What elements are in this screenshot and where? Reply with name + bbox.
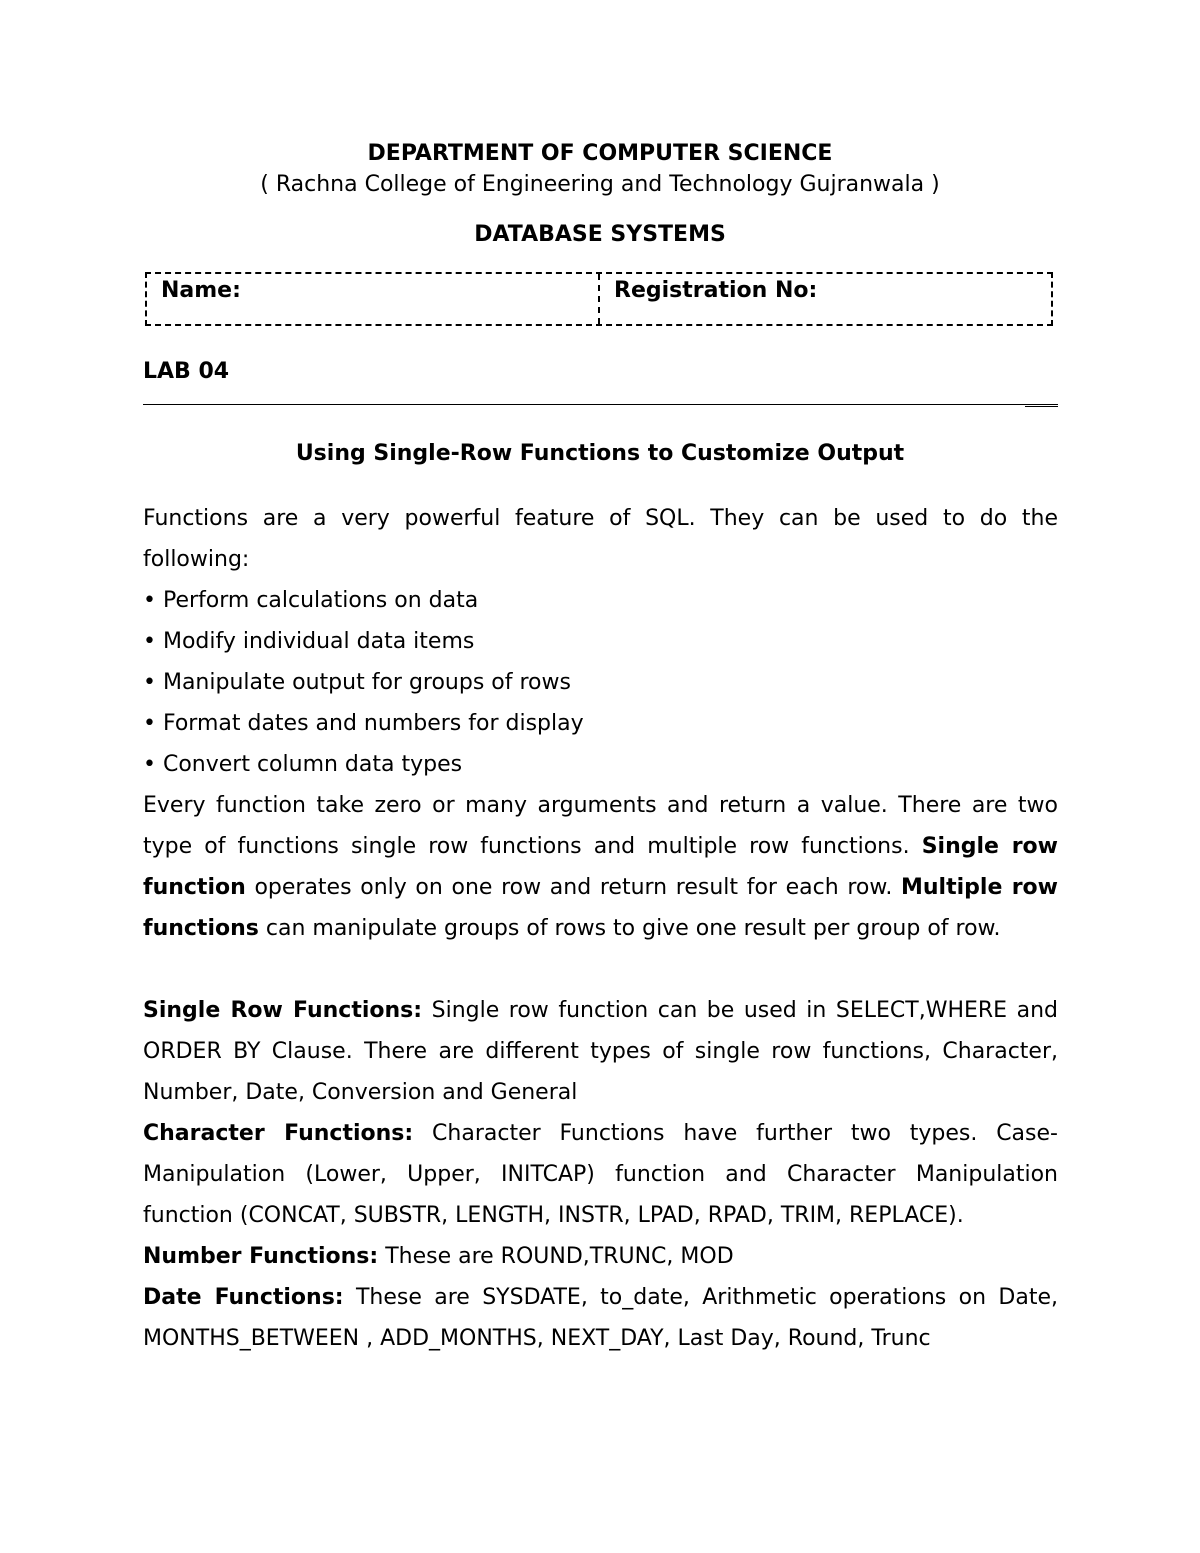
single-row-label: Single Row Functions:: [143, 998, 423, 1023]
character-functions-label: Character Functions:: [143, 1121, 414, 1146]
number-functions-label: Number Functions:: [143, 1244, 379, 1269]
character-functions-paragraph: [143, 1113, 1058, 1236]
divider-line-tail: [1025, 406, 1058, 407]
divider-line: [143, 404, 1058, 405]
paragraph-gap: [143, 949, 1058, 990]
bullet-item: • Format dates and numbers for display: [143, 711, 584, 736]
registration-field[interactable]: Registration No:: [598, 274, 1051, 324]
paragraph-text: Single row function can be used in SELECT,WHERE and ORDER BY Clause. There are different types of single row functions, Character, Number, Date, Conversion and General: [143, 998, 1058, 1105]
bullet-item: • Perform calculations on data: [143, 588, 479, 613]
college-name: ( Rachna College of Engineering and Technology Gujranwala ): [260, 172, 940, 197]
paragraph-text: These are ROUND,TRUNC, MOD: [378, 1244, 734, 1269]
paragraph-text: These are SYSDATE, to_date, Arithmetic operations on Date, MONTHS_BETWEEN , ADD_MONTHS, NEXT_DAY, Last Day, Round, Trunc: [143, 1285, 1058, 1351]
department-title: DEPARTMENT OF COMPUTER SCIENCE: [367, 141, 833, 166]
number-functions-paragraph: [143, 1236, 1058, 1277]
function-types-paragraph: [143, 785, 1058, 949]
single-row-term: Single row function: [143, 834, 1058, 900]
date-functions-paragraph: [143, 1277, 1058, 1359]
bullet-item: • Convert column data types: [143, 752, 463, 777]
lab-number: LAB 04: [143, 359, 230, 384]
intro-line: Functions are a very powerful feature of SQL. They can be used to do the: [143, 506, 1058, 531]
name-field[interactable]: Name:: [161, 278, 241, 303]
section-heading: Using Single-Row Functions to Customize Output: [295, 441, 905, 466]
paragraph-text: Every function take zero or many arguments and return a value. There are two type of functions single row functions and multiple row functions.: [143, 793, 1058, 859]
single-row-paragraph: [143, 990, 1058, 1113]
intro-line-end: following:: [143, 547, 250, 572]
bullet-item: • Manipulate output for groups of rows: [143, 670, 571, 695]
document-body: [143, 498, 1058, 1359]
student-info-box: [145, 272, 1053, 326]
date-functions-label: Date Functions:: [143, 1285, 344, 1310]
paragraph-text: can manipulate groups of rows to give one result per group of row.: [258, 916, 1001, 941]
bullet-item: • Modify individual data items: [143, 629, 475, 654]
multiple-row-term: Multiple row functions: [143, 875, 1058, 941]
course-title: DATABASE SYSTEMS: [474, 222, 726, 247]
paragraph-text: operates only on one row and return result for each row.: [245, 875, 901, 900]
paragraph-text: Character Functions have further two types. Case-Manipulation (Lower, Upper, INITCAP) function and Character Manipulation function (CONCAT, SUBSTR, LENGTH, INSTR, LPAD, RPAD, TRIM, REPLACE).: [143, 1121, 1058, 1228]
